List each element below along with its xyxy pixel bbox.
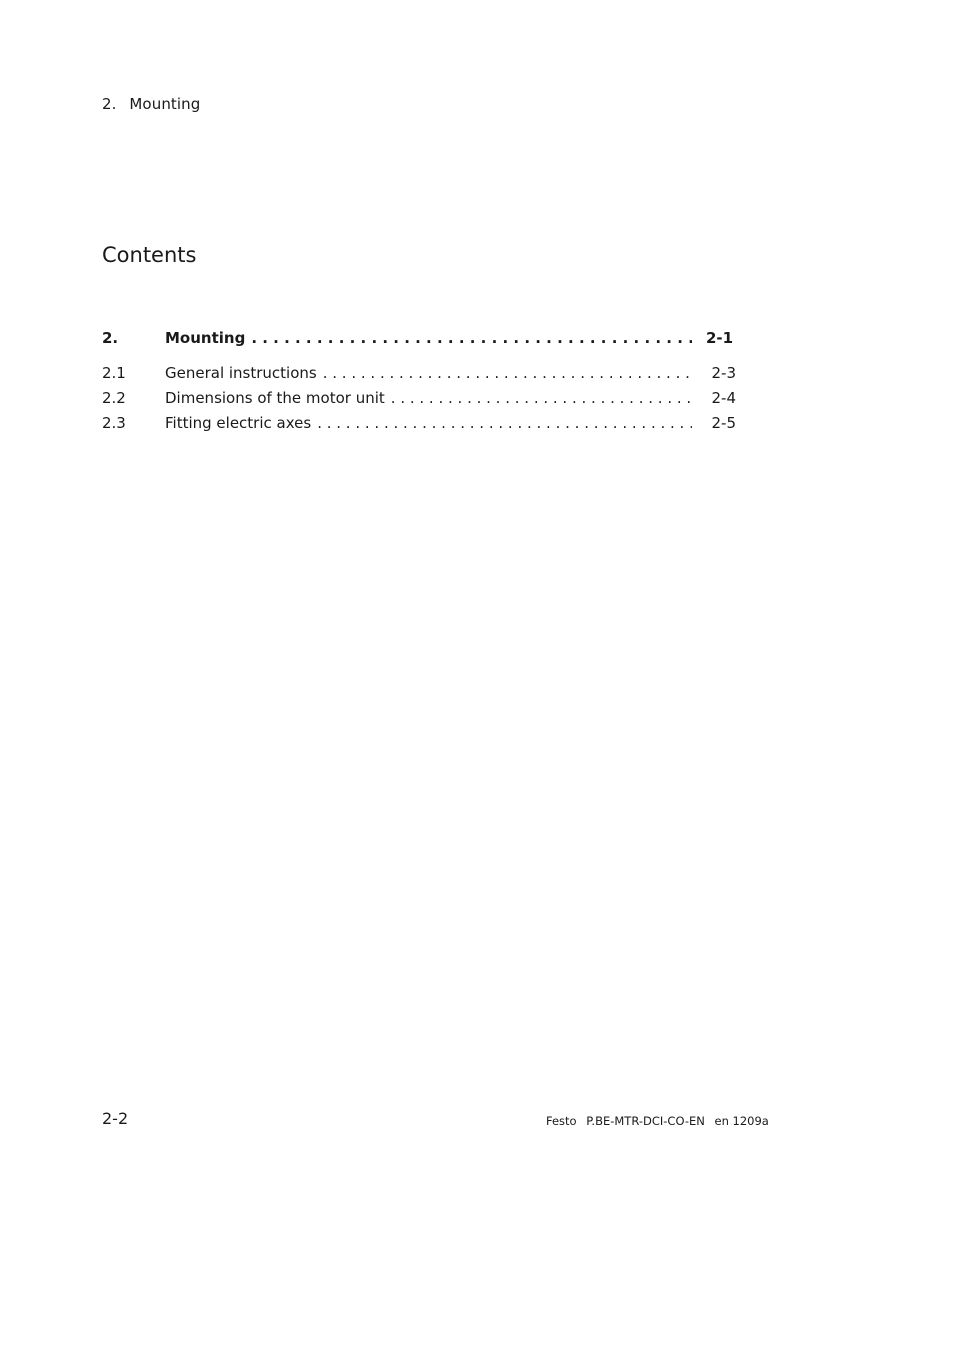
toc-entry-title: Mounting [165, 329, 246, 347]
toc-entry-title: General instructions [165, 364, 317, 382]
toc-dot-leader [251, 326, 692, 351]
toc-entry-number: 2.3 [102, 414, 126, 432]
toc-section-entry[interactable] [102, 411, 736, 436]
footer-document-info [546, 1114, 769, 1128]
toc-section-entry[interactable] [102, 386, 736, 411]
toc-entry-page: 2-3 [711, 364, 736, 382]
toc-dot-leader [317, 411, 692, 436]
toc-entry-page: 2-5 [711, 414, 736, 432]
contents-heading: Contents [102, 243, 197, 267]
toc-section-entry[interactable] [102, 361, 736, 386]
footer-language-version: en 1209a [714, 1114, 769, 1128]
table-of-contents [102, 326, 736, 436]
toc-entry-title: Fitting electric axes [165, 414, 312, 432]
toc-entry-number: 2.1 [102, 364, 126, 382]
running-header [102, 95, 200, 113]
footer-company: Festo [546, 1114, 577, 1128]
toc-dot-leader [391, 386, 692, 411]
toc-entry-number: 2.2 [102, 389, 126, 407]
toc-entry-number: 2. [102, 329, 119, 347]
footer-document-id: P.BE-MTR-DCI-CO-EN [586, 1114, 705, 1128]
toc-entry-page: 2-1 [706, 329, 734, 347]
toc-entry-title: Dimensions of the motor unit [165, 389, 385, 407]
footer-page-number: 2-2 [102, 1109, 129, 1128]
toc-entry-page: 2-4 [711, 389, 736, 407]
running-header-chapter-number: 2. [102, 95, 117, 113]
running-header-chapter-title: Mounting [129, 95, 201, 113]
toc-chapter-entry[interactable] [102, 326, 736, 351]
toc-dot-leader [323, 361, 692, 386]
